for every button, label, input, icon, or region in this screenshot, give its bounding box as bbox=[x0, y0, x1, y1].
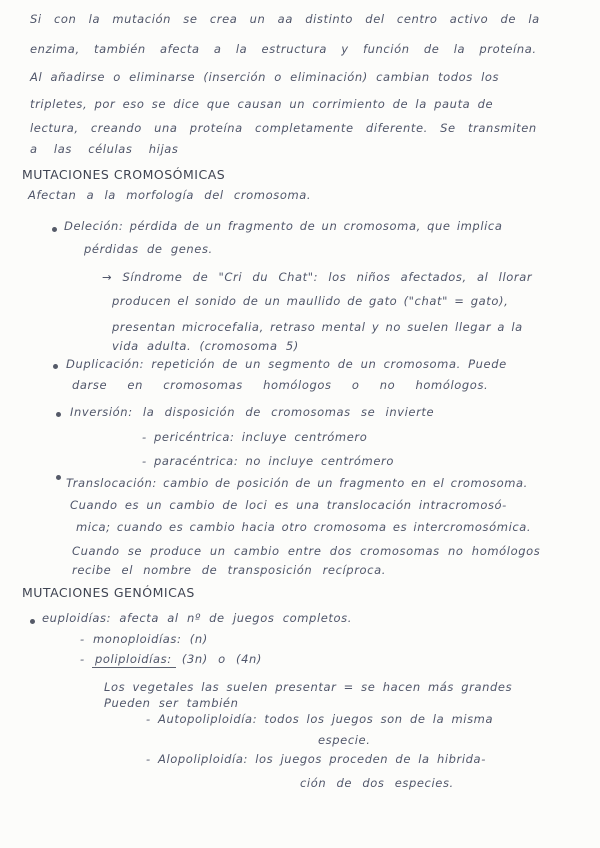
text-line: lectura, creando una proteína completamente diferente. Se transmiten bbox=[30, 121, 537, 135]
section-heading-cromosomicas: MUTACIONES CROMOSÓMICAS bbox=[22, 167, 226, 182]
section-intro: Afectan a la morfología del cromosoma. bbox=[28, 188, 312, 202]
sindrome-line: producen el sonido de un maullido de gato ("chat" = gato), bbox=[112, 294, 509, 308]
sindrome-line: vida adulta. (cromosoma 5) bbox=[112, 339, 299, 353]
bullet-icon bbox=[53, 364, 58, 369]
alopoliploidia-line: ción de dos especies. bbox=[300, 776, 454, 790]
poliploidias-line: - poliploidías: (3n) o (4n) bbox=[80, 652, 263, 666]
translocacion-line: Cuando es un cambio de loci es una translocación intracromosó- bbox=[70, 498, 507, 512]
text-line: a las células hijas bbox=[30, 142, 179, 156]
monoploidias-line: - monoploidías: (n) bbox=[80, 632, 208, 646]
sindrome-line: presentan microcefalia, retraso mental y no suelen llegar a la bbox=[112, 320, 523, 334]
translocacion-line: Translocación: cambio de posición de un fragmento en el cromosoma. bbox=[66, 476, 528, 490]
bullet-icon bbox=[52, 227, 57, 232]
inversion-type: - paracéntrica: no incluye centrómero bbox=[142, 454, 394, 468]
section-heading-genomicas: MUTACIONES GENÓMICAS bbox=[22, 585, 195, 600]
bullet-icon bbox=[56, 475, 61, 480]
text-line: Si con la mutación se crea un aa distinto del centro activo de la bbox=[30, 12, 540, 26]
autopoliploidia-line: especie. bbox=[318, 733, 371, 747]
translocacion-line: Cuando se produce un cambio entre dos cromosomas no homólogos bbox=[72, 544, 541, 558]
inversion-type: - pericéntrica: incluye centrómero bbox=[142, 430, 368, 444]
text-line: tripletes, por eso se dice que causan un corrimiento de la pauta de bbox=[30, 97, 494, 111]
translocacion-line: recibe el nombre de transposición recíproca. bbox=[72, 563, 386, 577]
autopoliploidia-line: - Autopoliploidía: todos los juegos son de la misma bbox=[146, 712, 494, 726]
duplicacion-line: darse en cromosomas homólogos o no homólogos. bbox=[72, 378, 489, 392]
inversion-line: Inversión: la disposición de cromosomas se invierte bbox=[70, 405, 435, 419]
bullet-icon bbox=[30, 619, 35, 624]
translocacion-line: mica; cuando es cambio hacia otro cromosoma es intercromosómica. bbox=[76, 520, 532, 534]
delecion-line: Deleción: pérdida de un fragmento de un cromosoma, que implica bbox=[64, 219, 503, 233]
duplicacion-line: Duplicación: repetición de un segmento de un cromosoma. Puede bbox=[66, 357, 507, 371]
vegetales-line: Pueden ser también bbox=[104, 696, 239, 710]
text-line: Al añadirse o eliminarse (inserción o eliminación) cambian todos los bbox=[30, 70, 500, 84]
text-line: enzima, también afecta a la estructura y función de la proteína. bbox=[30, 42, 537, 56]
sindrome-line: → Síndrome de "Cri du Chat": los niños afectados, al llorar bbox=[102, 270, 533, 284]
underline bbox=[92, 667, 176, 668]
alopoliploidia-line: - Alopoliploidía: los juegos proceden de la hibrida- bbox=[146, 752, 486, 766]
euploidias-line: euploidías: afecta al nº de juegos completos. bbox=[42, 611, 353, 625]
bullet-icon bbox=[56, 412, 61, 417]
vegetales-line: Los vegetales las suelen presentar = se hacen más grandes bbox=[104, 680, 513, 694]
delecion-line: pérdidas de genes. bbox=[84, 242, 213, 256]
